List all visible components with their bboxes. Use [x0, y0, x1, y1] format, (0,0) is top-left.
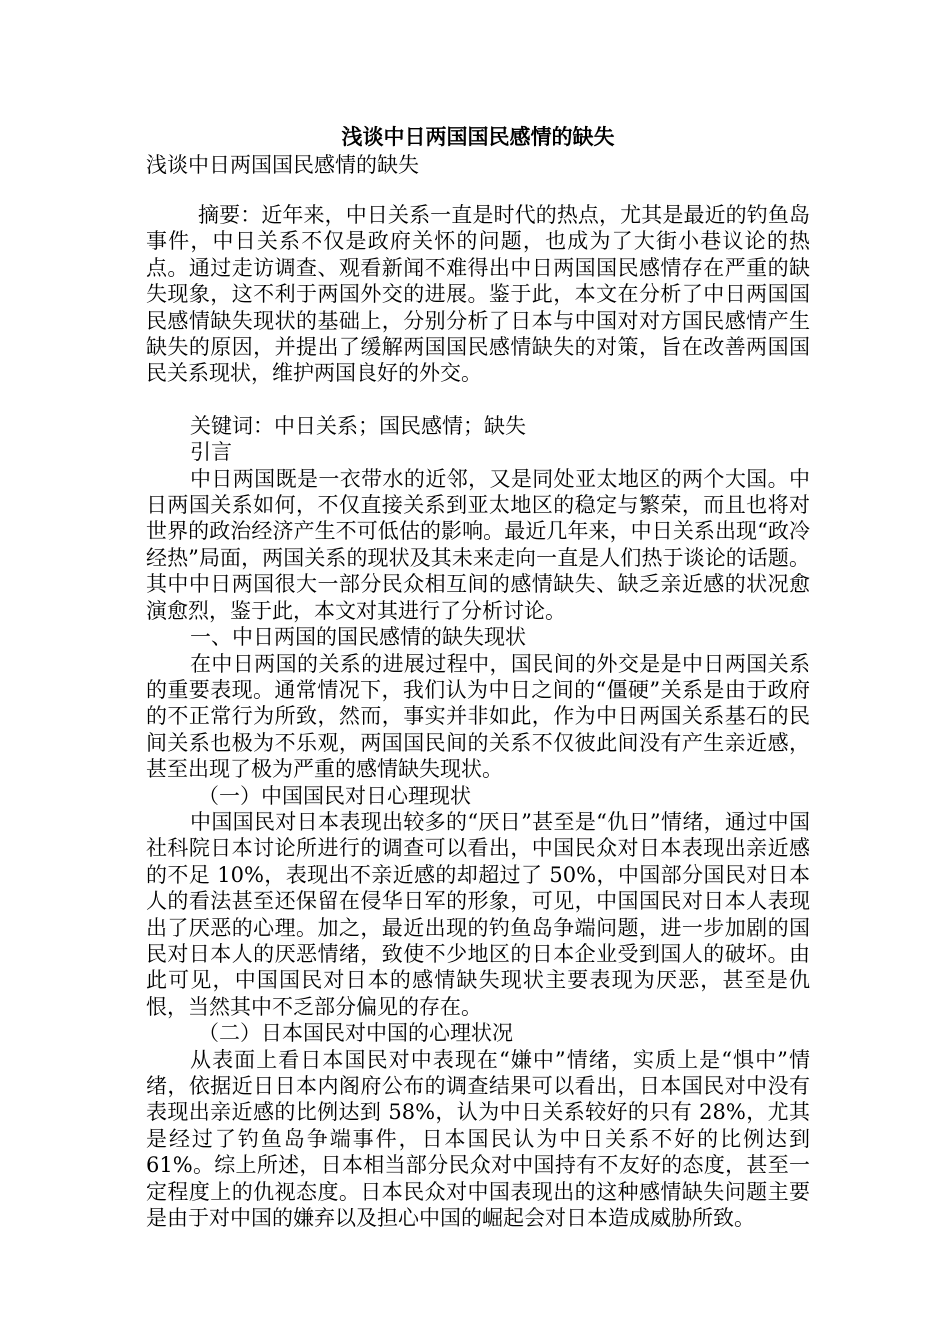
document-subtitle: 浅谈中日两国国民感情的缺失	[146, 153, 419, 177]
keywords-line: 关键词：中日关系；国民感情；缺失	[190, 413, 526, 438]
abstract-paragraph: 摘要：近年来，中日关系一直是时代的热点，尤其是最近的钓鱼岛事件，中日关系不仅是政府关怀的问题，也成为了大街小巷议论的热点。通过走访调查、观看新闻不难得出中日两国国民感情存在严重的缺失现象，这不利于两国外交的进展。鉴于此，本文在分析了中日两国国民感情缺失现状的基础上，分别分析了日本与中国对对方国民感情产生缺失的原因，并提出了缓解两国国民感情缺失的对策，旨在改善两国国民关系现状，维护两国良好的外交。	[146, 203, 810, 386]
subsection-2-heading: （二）日本国民对中国的心理状况	[198, 1021, 513, 1046]
subsection-1-heading: （一）中国国民对日心理现状	[198, 783, 471, 808]
section-1-paragraph: 在中日两国的关系的进展过程中，国民间的外交是是中日两国关系的重要表现。通常情况下，我们认为中日之间的“僵硬”关系是由于政府的不正常行为所致，然而，事实并非如此，作为中日两国关系基石的民间关系也极为不乐观，两国国民间的关系不仅彼此间没有产生亲近感，甚至出现了极为严重的感情缺失现状。	[146, 651, 810, 782]
section-1-heading: 一、中日两国的国民感情的缺失现状	[190, 625, 526, 650]
document-body	[146, 122, 810, 1231]
intro-paragraph: 中日两国既是一衣带水的近邻，又是同处亚太地区的两个大国。中日两国关系如何，不仅直接关系到亚太地区的稳定与繁荣，而且也将对世界的政治经济产生不可低估的影响。最近几年来，中日关系出现“政冷经热”局面，两国关系的现状及其未来走向一直是人们热于谈论的话题。其中中日两国很大一部分民众相互间的感情缺失、缺乏亲近感的状况愈演愈烈，鉴于此，本文对其进行了分析讨论。	[146, 466, 810, 623]
subsection-2-paragraph: 从表面上看日本国民对中表现在“嫌中”情绪，实质上是“惧中”情绪，依据近日日本内阁府公布的调查结果可以看出，日本国民对中没有表现出亲近感的比例达到 58%，认为中日关系较好的只有 28%，尤其是经过了钓鱼岛争端事件，日本国民认为中日关系不好的比例达到 61%。综上所述，日本相当部分民众对中国持有不友好的态度，甚至一定程度上的仇视态度。日本民众对中国表现出的这种感情缺失问题主要是由于对中国的嫌弃以及担心中国的崛起会对日本造成威胁所致。	[146, 1047, 810, 1231]
intro-heading: 引言	[190, 440, 232, 465]
document-title: 浅谈中日两国国民感情的缺失	[341, 125, 615, 149]
subsection-1-paragraph: 中国国民对日本表现出较多的“厌日”甚至是“仇日”情绪，通过中国社科院日本讨论所进行的调查可以看出，中国民众对日本表现出亲近感的不足 10%，表现出不亲近感的却超过了 50%，中国部分国民对日本人的看法甚至还保留在侵华日军的形象，可见，中国国民对日本人表现出了厌恶的心理。加之，最近出现的钓鱼岛争端问题，进一步加剧的国民对日本人的厌恶情绪，致使不少地区的日本企业受到国人的破坏。由此可见，中国国民对日本的感情缺失现状主要表现为厌恶，甚至是仇恨，当然其中不乏部分偏见的存在。	[146, 809, 810, 1019]
